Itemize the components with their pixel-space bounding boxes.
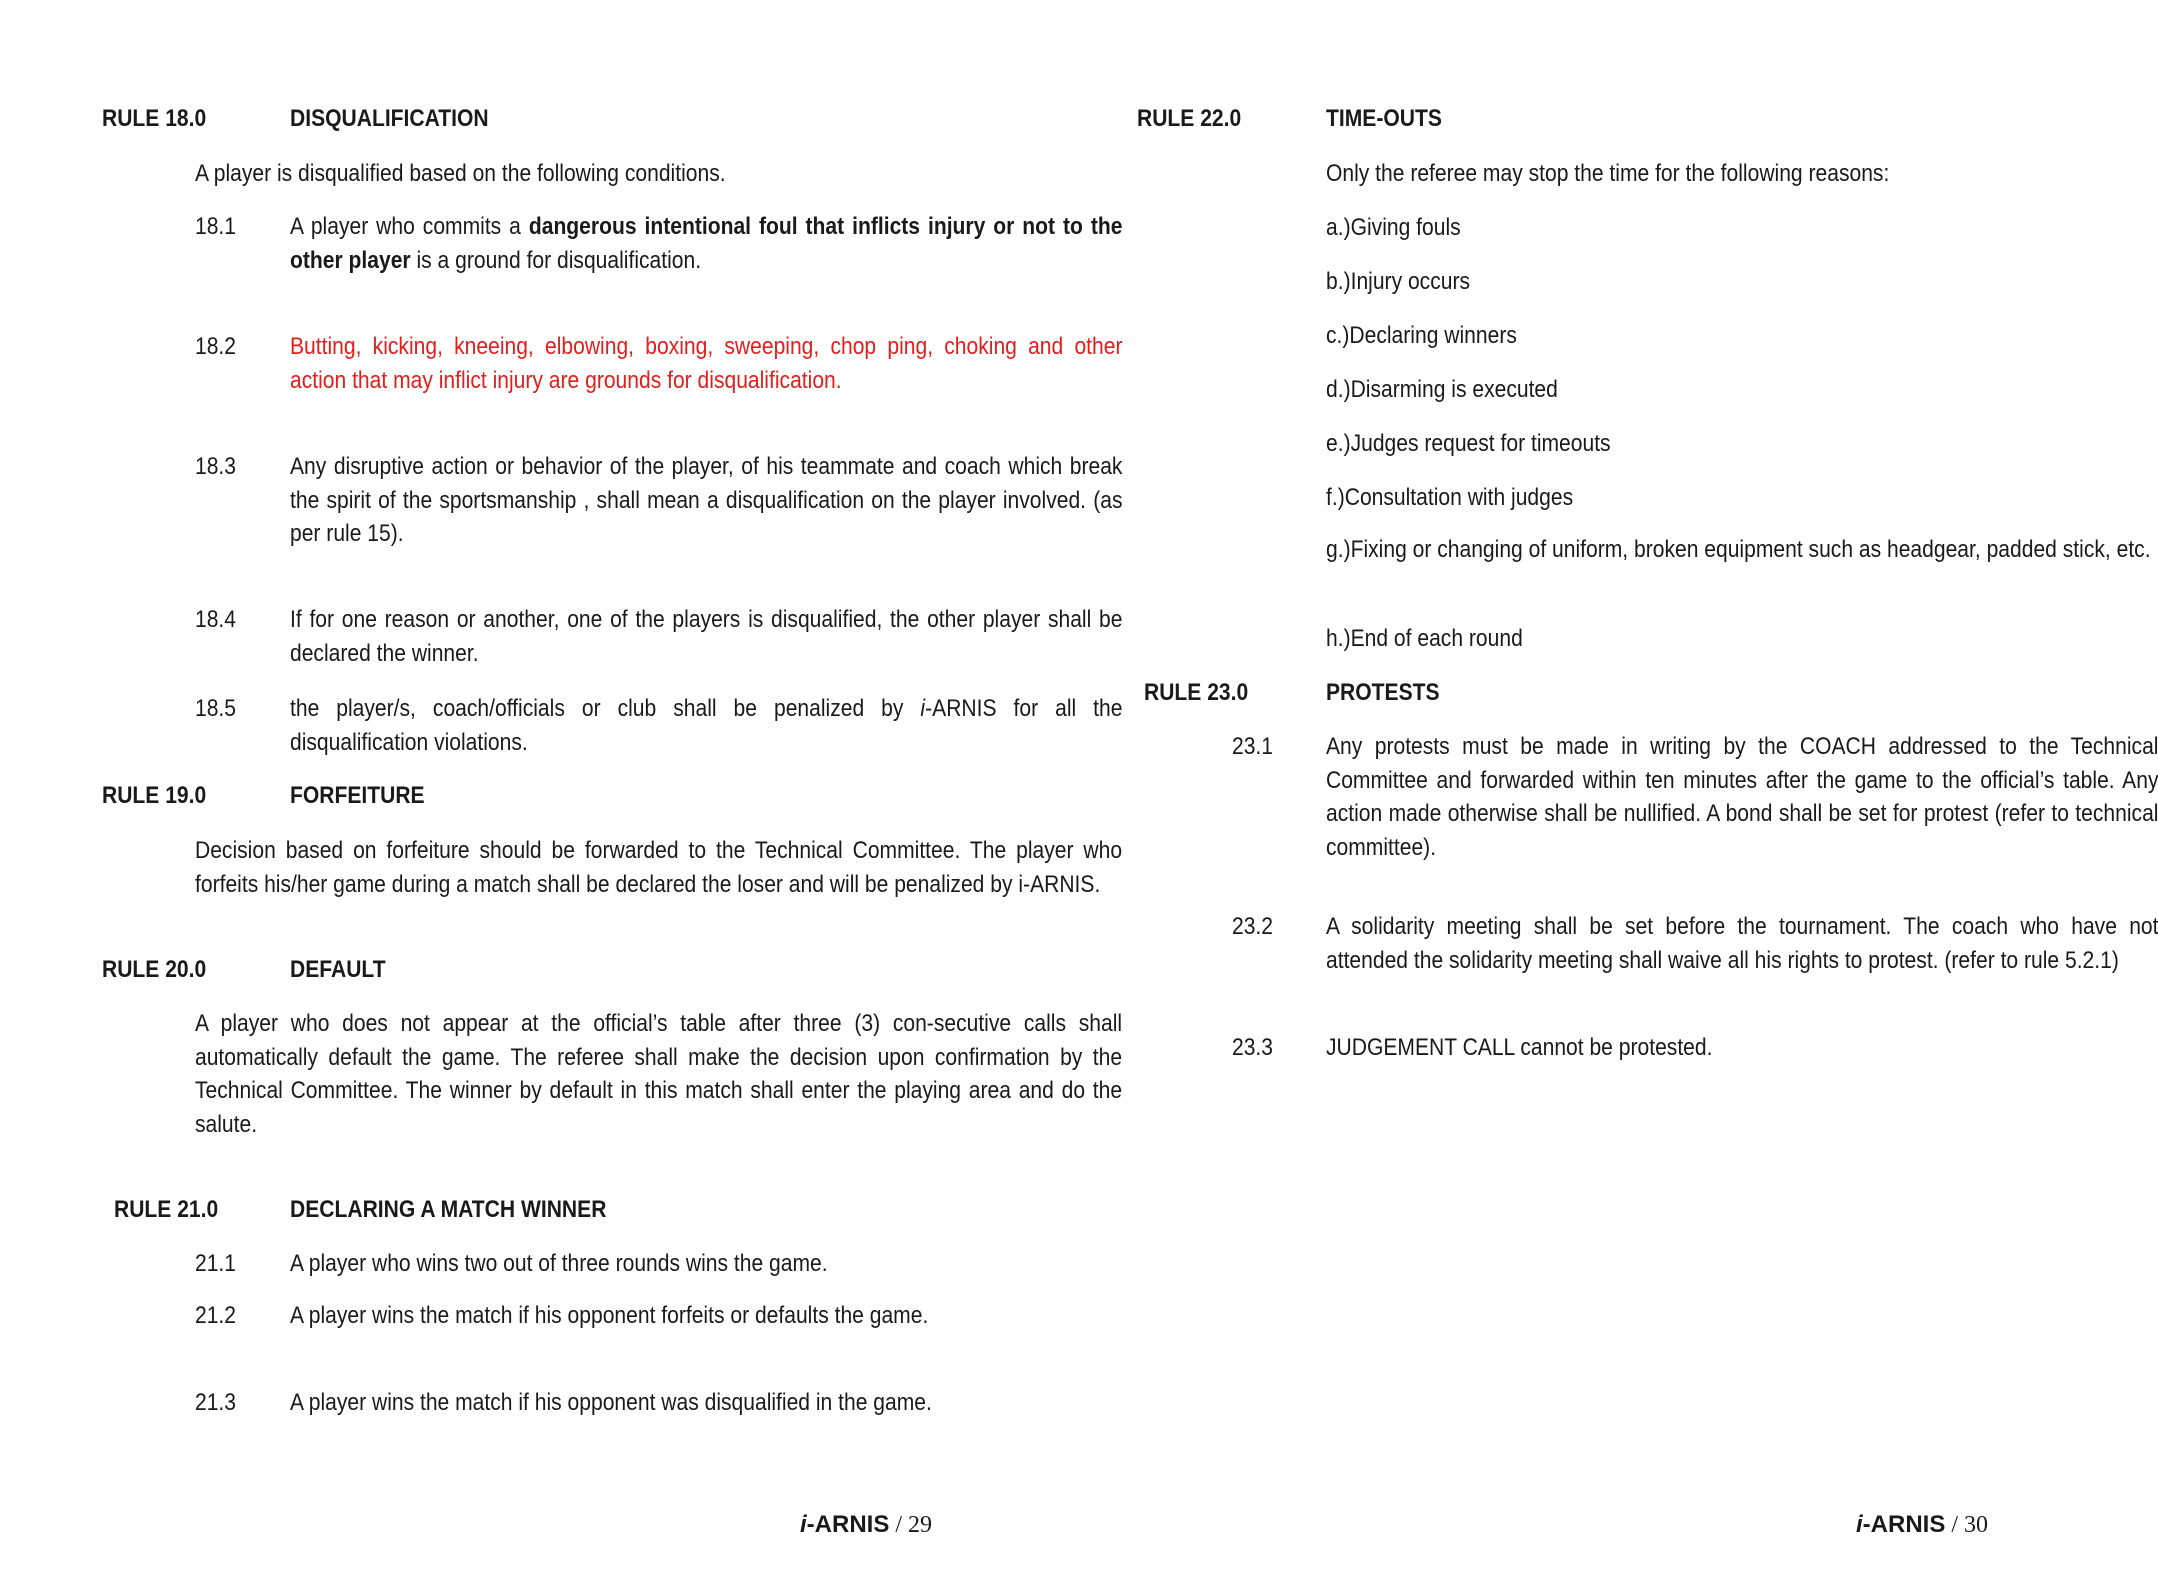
rule-23-label: RULE 23.0 [1144, 679, 1249, 706]
timeout-item-b: b.)Injury occurs [1326, 268, 1471, 295]
item-18-1-text: A player who commits a dangerous intentional foul that inflicts injury or not to the other player is a ground for disqualification. [290, 213, 1123, 274]
item-21-1-number: 21.1 [195, 1250, 237, 1277]
item-18-4-number: 18.4 [195, 606, 237, 633]
rule-18-title: DISQUALIFICATION [290, 105, 489, 132]
right-page [1024, 0, 2158, 1582]
page-footer-29: i-ARNIS / 29 [799, 1511, 932, 1538]
item-23-2-text: A solidarity meeting shall be set before the tournament. The coach who have not attended the solidarity meeting shall waive all his rights to protest. (refer to rule 5.2.1) [1326, 913, 2158, 974]
item-23-3-number: 23.3 [1232, 1034, 1274, 1061]
rule-22-title: TIME-OUTS [1326, 105, 1442, 132]
item-18-5-number: 18.5 [195, 695, 237, 722]
timeout-item-h: h.)End of each round [1326, 625, 1523, 652]
timeout-item-c: c.)Declaring winners [1326, 322, 1517, 349]
rule-22-intro: Only the referee may stop the time for the following reasons: [1326, 160, 1890, 187]
item-21-2-text: A player wins the match if his opponent forfeits or defaults the game. [290, 1302, 929, 1329]
item-18-5-text: the player/s, coach/officials or club shall be penalized by i-ARNIS for all the disqualification violations. [290, 695, 1123, 756]
rule-21-title: DECLARING A MATCH WINNER [290, 1196, 607, 1223]
item-23-1-text: Any protests must be made in writing by the COACH addressed to the Technical Committee and forwarded within ten minutes after the game to the official’s table. Any action made otherwise shall be nullified. A bond shall be set for protest (refer to technical committee). [1326, 733, 2158, 861]
page-number: 30 [1964, 1512, 1988, 1538]
rule-19-label: RULE 19.0 [102, 782, 207, 809]
rule-18-intro: A player is disqualified based on the following conditions. [195, 160, 726, 187]
footer-brand: i-ARNIS [799, 1511, 890, 1538]
rule-18-label: RULE 18.0 [102, 105, 207, 132]
timeout-item-f: f.)Consultation with judges [1326, 484, 1574, 511]
timeout-item-a: a.)Giving fouls [1326, 214, 1461, 241]
rule-20-text: A player who does not appear at the official’s table after three (3) con-secutive calls shall automatically default the game. The referee shall make the decision upon confirmation by the Technical Committee. The winner by default in this match shall enter the playing area and do the salute. [195, 1010, 1123, 1138]
item-18-3-text: Any disruptive action or behavior of the player, of his teammate and coach which break the spirit of the sportsmanship , shall mean a disqualification on the player involved. (as per rule 15). [290, 453, 1123, 547]
item-18-1-number: 18.1 [195, 213, 237, 240]
item-23-2-number: 23.2 [1232, 913, 1274, 940]
footer-brand: i-ARNIS [1855, 1511, 1946, 1538]
item-18-4-text: If for one reason or another, one of the players is disqualified, the other player shall be declared the winner. [290, 606, 1123, 667]
item-23-1-number: 23.1 [1232, 733, 1274, 760]
timeout-item-g: g.)Fixing or changing of uniform, broken equipment such as headgear, padded stick, etc. [1326, 536, 2151, 563]
rule-21-label: RULE 21.0 [114, 1196, 219, 1223]
brand-i: i [920, 695, 926, 722]
rule-20-title: DEFAULT [290, 956, 386, 983]
timeout-item-d: d.)Disarming is executed [1326, 376, 1558, 403]
rule-23-title: PROTESTS [1326, 679, 1440, 706]
item-21-3-number: 21.3 [195, 1389, 237, 1416]
rule-19-text: Decision based on forfeiture should be forwarded to the Technical Committee. The player who forfeits his/her game during a match shall be declared the loser and will be penalized by i-ARNIS. [195, 837, 1123, 898]
page-number: 29 [908, 1512, 932, 1538]
item-23-3-text: JUDGEMENT CALL cannot be protested. [1326, 1034, 1713, 1061]
timeout-item-e: e.)Judges request for timeouts [1326, 430, 1611, 457]
item-18-2-text: Butting, kicking, kneeing, elbowing, boxing, sweeping, chop ping, choking and other action that may inflict injury are grounds for disqualification. [290, 333, 1123, 394]
item-18-2-number: 18.2 [195, 333, 237, 360]
item-21-2-number: 21.2 [195, 1302, 237, 1329]
rule-22-label: RULE 22.0 [1137, 105, 1242, 132]
item-18-1-bold: dangerous intentional foul that inflicts injury or not to the other player [290, 213, 1123, 274]
rule-20-label: RULE 20.0 [102, 956, 207, 983]
rule-19-title: FORFEITURE [290, 782, 425, 809]
item-18-3-number: 18.3 [195, 453, 237, 480]
item-21-3-text: A player wins the match if his opponent was disqualified in the game. [290, 1389, 932, 1416]
page-footer-30: i-ARNIS / 30 [1855, 1511, 1988, 1538]
item-21-1-text: A player who wins two out of three rounds wins the game. [290, 1250, 828, 1277]
